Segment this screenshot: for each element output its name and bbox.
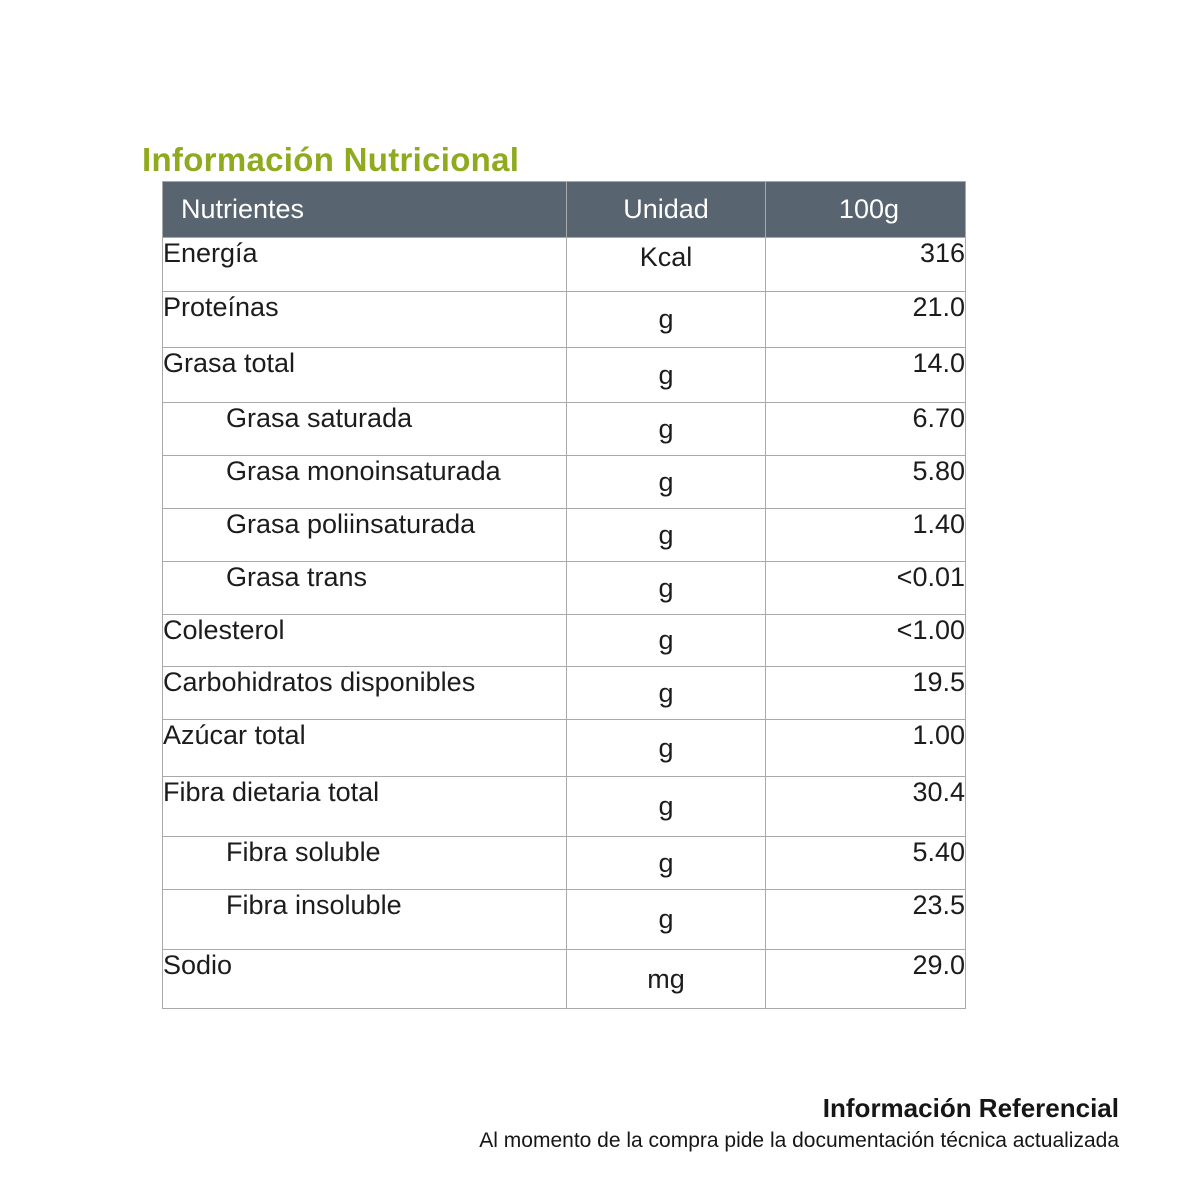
nutrient-unit: g: [567, 720, 766, 777]
nutrient-name: Proteínas: [163, 292, 567, 348]
nutrient-name: Fibra insoluble: [163, 890, 567, 950]
nutrient-unit: g: [567, 403, 766, 456]
nutrition-table: [162, 181, 966, 1009]
nutrient-unit: g: [567, 837, 766, 890]
table-row: [163, 348, 966, 403]
reference-title: Información Referencial: [822, 1093, 1119, 1123]
nutrient-value: 1.00: [766, 720, 966, 777]
table-row: [163, 403, 966, 456]
table-row: [163, 509, 966, 562]
header-nutrientes: Nutrientes: [163, 182, 567, 238]
table-row: [163, 720, 966, 777]
nutrient-name: Colesterol: [163, 615, 567, 667]
nutrient-value: 6.70: [766, 403, 966, 456]
nutrient-value: 23.5: [766, 890, 966, 950]
nutrient-unit: mg: [567, 950, 766, 1009]
nutrient-name: Grasa total: [163, 348, 567, 403]
nutrient-name: Grasa saturada: [163, 403, 567, 456]
nutrient-unit: Kcal: [567, 238, 766, 292]
table-row: [163, 667, 966, 720]
nutrient-name: Grasa trans: [163, 562, 567, 615]
nutrient-value: 21.0: [766, 292, 966, 348]
nutrient-name: Carbohidratos disponibles: [163, 667, 567, 720]
nutrient-value: 14.0: [766, 348, 966, 403]
table-row: [163, 615, 966, 667]
nutrient-value: <0.01: [766, 562, 966, 615]
nutrient-value: <1.00: [766, 615, 966, 667]
table-row: [163, 837, 966, 890]
table-row: [163, 890, 966, 950]
nutrient-name: Azúcar total: [163, 720, 567, 777]
table-row: [163, 456, 966, 509]
nutrient-name: Fibra dietaria total: [163, 777, 567, 837]
nutrient-unit: g: [567, 890, 766, 950]
nutrient-value: 5.40: [766, 837, 966, 890]
nutrient-name: Fibra soluble: [163, 837, 567, 890]
nutrient-name: Sodio: [163, 950, 567, 1009]
nutrient-unit: g: [567, 615, 766, 667]
nutrient-unit: g: [567, 509, 766, 562]
nutrient-unit: g: [567, 777, 766, 837]
nutrient-value: 1.40: [766, 509, 966, 562]
nutrient-name: Grasa poliinsaturada: [163, 509, 567, 562]
nutrient-value: 5.80: [766, 456, 966, 509]
nutrient-unit: g: [567, 456, 766, 509]
nutrient-value: 19.5: [766, 667, 966, 720]
table-row: [163, 292, 966, 348]
nutrient-unit: g: [567, 348, 766, 403]
table-row: [163, 950, 966, 1009]
table-row: [163, 238, 966, 292]
nutrient-unit: g: [567, 562, 766, 615]
header-unidad: Unidad: [567, 182, 766, 238]
table-row: [163, 777, 966, 837]
nutrient-value: 30.4: [766, 777, 966, 837]
nutrient-name: Grasa monoinsaturada: [163, 456, 567, 509]
nutrient-value: 29.0: [766, 950, 966, 1009]
nutrient-value: 316: [766, 238, 966, 292]
reference-note: Al momento de la compra pide la documentación técnica actualizada: [479, 1129, 1119, 1152]
nutrient-unit: g: [567, 292, 766, 348]
page-title: Información Nutricional: [142, 141, 520, 178]
header-100g: 100g: [766, 182, 966, 238]
table-header-row: [163, 182, 966, 238]
nutrient-name: Energía: [163, 238, 567, 292]
table-row: [163, 562, 966, 615]
nutrient-unit: g: [567, 667, 766, 720]
